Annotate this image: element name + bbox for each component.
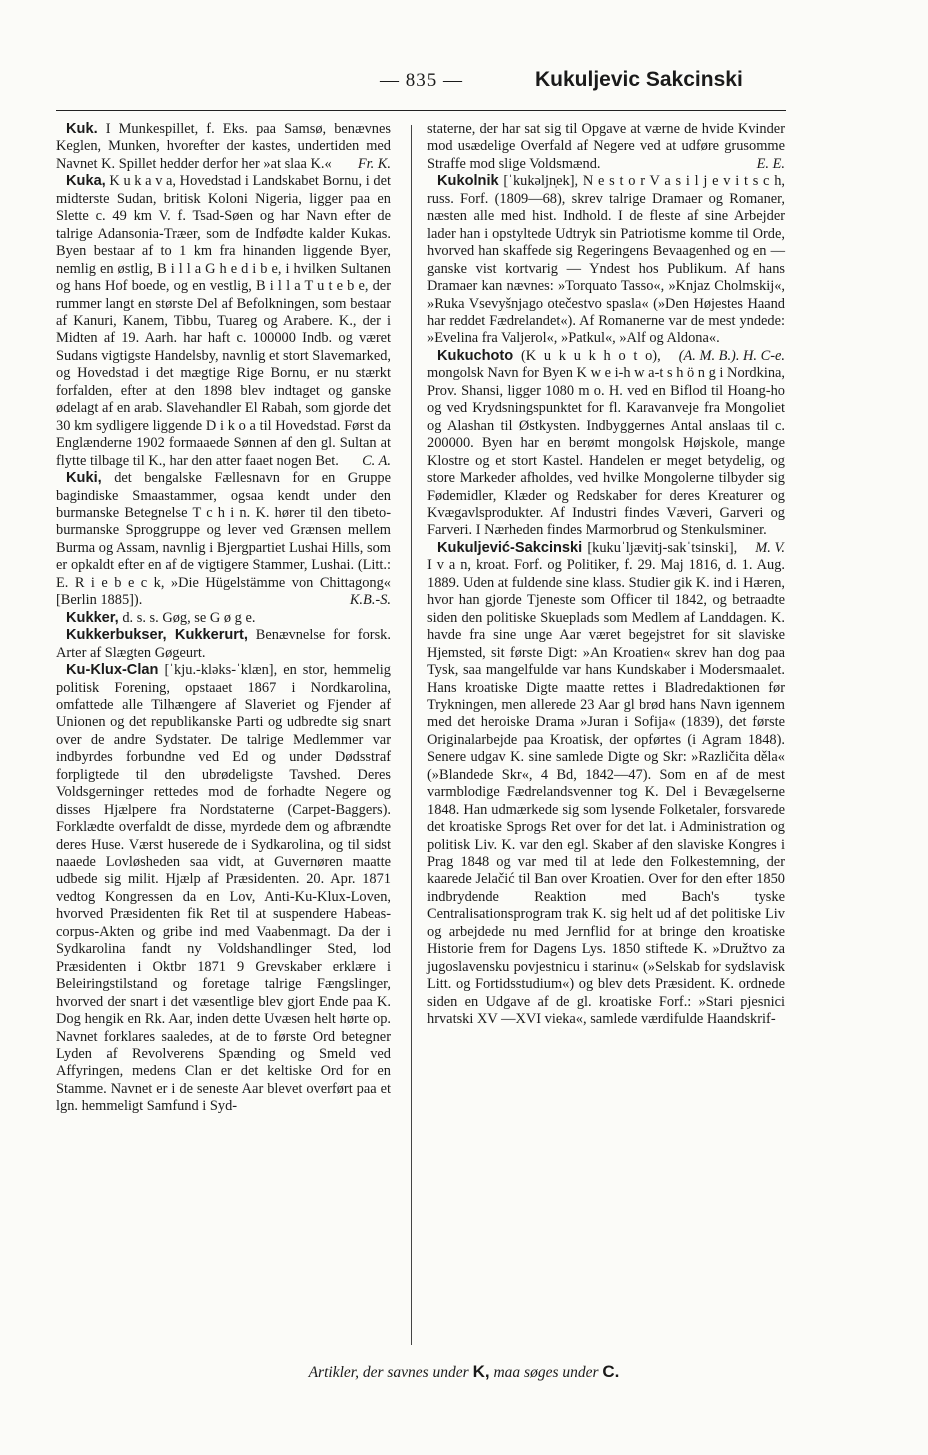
entry-body: det bengalske Fællesnavn for en Gruppe bagindiske Smaastammer, ogsaa kendt under den burmanske Betegnelse T c h i n. K. hører til den tibeto-burmanske Sproggruppe og lever ved Grænsen mellem Burma og Assam, navnlig i Bjergpartiet Lushai Hills, som er opkaldt efter en af de vigtigere Stammer, Lushai. (Litt.: E. R i e b e c k, »Die Hügelstämme von Chittagong« [Berlin 1885]). [56,470,391,609]
entry-headword: Kuka, [66,173,106,190]
entry-headword: Kukker, [66,609,119,626]
dictionary-entry [56,173,391,470]
entry-body: [ˈkukəljn̩ek], N e s t o r V a s i l j e v i t s c h, russ. Forf. (1809—68), skrev talrige Dramaer og Romaner, næsten alle med hist. Indhold. I de fleste af sine Arbejder lader han i opstyltede Udtryk sin Patriotisme komme til Orde, hvorved han skaffede sig Regeringens Bevaagenhed og en — ganske vist kortvarig — Yndest hos Publikum. Af hans Dramaer kan nævnes: »Torquato Tasso«, »Knjaz Cholmskij«, »Ruka Vsevyšnjago otečestvo spasla« (»Den Højestes Haand har reddet Fædrelandet«). Af Romanerne var de mest yndede: »Evelina fra Valjerol«, »Patkul«, »Alf og Aldona«. [427,173,785,347]
right-column [427,121,785,1029]
entry-signature: C. A. [362,452,391,469]
entry-headword: Kukuljević-Sakcinski [437,539,583,556]
dictionary-entry [427,540,785,1029]
entry-body: d. s. s. Gøg, se G ø g e. [122,609,256,626]
entry-body: (K u k u k h o t o), mongolsk Navn for Byen K w e i-h w a-t s h ö n g i Nordkina, Prov. Shansi, ligger 1080 m o. H. ved en Biflod til Hoang-ho og ved Krydsningspunktet for fl. Karavanveje fra Mongoliet og Alashan til Østkysten. Indbyggernes Antal anslaas til c. 200000. Byen har en berømt mongolsk Højskole, mange Klostre og et stort Kastel. Handelen er meget betydelig, og store Markeder afholdes, ved hvilke Mongolerne tilbyder sig Fødemidler, Klæder og Redskaber for deres Kreaturer og Kvægavlsprodukter. Af Industri findes Væveri, Garveri og Farveri. I Nærheden findes Marmorbrud og Stenkulsminer. [427,347,785,539]
dictionary-entry [56,610,391,627]
column-divider [411,125,412,1345]
entry-headword: Kuki, [66,470,102,487]
entry-signature: K.B.-S. [349,592,391,609]
dictionary-entry [56,121,391,173]
running-title: Kukuljevic Sakcinski [535,68,743,91]
entry-body: K u k a v a, Hovedstad i Landskabet Bornu, i det midterste Sudan, britisk Koloni Nigeria, ligger paa en Slette c. 49 km V. f. Tsad-Søen og har Navn efter de talrige Adansonia-Træer, som de Indfødte kalder Kukas. Byen bestaar af to 1 km fra hinanden liggende Byer, nemlig en østlig, B i l l a G h e d i b e, i hvilken Sultanen og hans Hof boede, og en vestlig, B i l l a T u t e b e, der rummer langt en største Del af Befolkningen, som bestaar af Kanuri, Kanem, Tibbu, Tuareg og Arabere. K., der i Midten af 19. Aarh. har haft c. 100000 Indb. og været Sudans vigtigste Handelsby, navnlig et stort Slavemarked, og Hovedstad i det mægtige Rige Bornu, er nu stærkt forfalden, efter at den 1898 blev indtaget og ganske ødelagt af en arab. Slavehandler El Rabah, som gjorde det 30 km sydligere liggende D i k o a til Hovedstad. Først da Englænderne 1902 formaaede Sønnen af den gl. Sultan at flytte tilbage til K., har den atter faaet nogen Bet. [56,173,391,469]
footer-letter-c: C. [602,1362,620,1381]
entry-headword: Kukkerbukser, Kukkerurt, [66,627,248,644]
entry-body: staterne, der har sat sig til Opgave at værne de hvide Kvinder mod usædelige Overfald af Negere ved at udføre grusomme Straffe mod slige Voldsmænd. [427,121,785,172]
dictionary-entry [56,470,391,610]
entry-headword: Ku-Klux-Clan [66,662,159,679]
entry-body: [ˈkju.-kləks-ˈklæn], en stor, hemmelig politisk Forening, opstaaet 1867 i Nordkarolina, omfattede alle Tilhængere af Slaveriet og Fjender af Unionen og det republikanske Parti og udbredte sig snart over de andre Sydstater. De talrige Medlemmer var indbyrdes forbundne ved Ed og under Dødsstraf forpligtede til den ubrødeligste Tavshed. Deres Voldsgerninger rettedes mod de forhadte Negere og disses Hjælpere fra Nordstaterne (Carpet-Baggers). Forklædte overfaldt de disse, myrdede dem og afbrændte deres Huse. Værst huserede de i Sydkarolina, og til sidst naaede Lovløsheden saa vidt, at Guvernøren maatte udbede sig milit. Hjælp af Præsidenten. 20. Apr. 1871 vedtog Kongressen da en Lov, Anti-Ku-Klux-Loven, hvorved Præsidenten fik Ret til at suspendere Habeas-corpus-Akten og gribe ind med Vaabenmagt. Da der i Sydkarolina fandt ny Voldshandlinger Sted, lod Præsidenten i Oktbr 1871 9 Grevskaber erklære i Beleiringstilstand og foretage talrige Fængslinger, hvorved der snart i det væsentlige blev gjort Ende paa K. Dog hengik en Rk. Aar, inden dette Uvæsen helt hørte op. Navnet forklares saaledes, at de to første Ord betegner Lyden af Revolverens Spænding og Smeld ved Affyringen, medens Clan er det keltiske Ord for en Stamme. Navnet er i de seneste Aar blevet overført paa et lgn. hemmeligt Samfund i Syd- [56,662,391,1115]
entry-signature: M. V. [755,539,785,556]
entry-headword: Kuk. [66,121,98,137]
page-header [0,68,928,108]
entry-body: Benævnelse for forsk. Arter af Slægten Gøgeurt. [56,627,391,661]
footer-letter-k: K, [472,1362,490,1381]
footer-text-2: maa søges under [493,1364,599,1381]
page-number: — 835 — [380,70,463,91]
dictionary-entry [56,627,391,662]
dictionary-entry [56,662,391,1116]
entry-signature: (A. M. B.). H. C-e. [678,347,785,364]
entry-signature: Fr. K. [357,155,391,172]
footer-text-1: Artikler, der savnes under [308,1364,469,1381]
entry-headword: Kukuchoto [437,347,514,364]
entry-body: I Munkespillet, f. Eks. paa Samsø, benævnes Keglen, Munken, hvorefter der kastes, undertiden med Navnet K. Spillet hedder derfor her »at slaa K.« [56,121,391,172]
dictionary-entry [427,121,785,173]
entry-signature: E. E. [756,155,785,172]
entry-headword: Kukolnik [437,173,499,190]
header-rule [56,110,786,111]
entry-body: [kukuˈljævitj-sakˈtsinski], I v a n, kroat. Forf. og Politiker, f. 29. Maj 1816, d. 1. Aug. 1889. Uden at fuldende sine klass. Studier gik K. ind i Hæren, hvor han gjorde Tjeneste som Officer til 1842, og betraadte siden den politiske Skueplads som Medlem af Landdagen. K. havde fra sine unge Aar været begejstret for sit slaviske Hjemsted, sit første Digt: »An Kroatien« skrev han dog paa Tysk, saa mangelfulde var hans Kundskaber i Modersmaalet. Hans kroatiske Digte maatte rettes i Bladredaktionen før Trykningen, men allerede 23 Aar gl brød hans Navn igennem med det heroiske Drama »Juran i Sofija« (1839), det første Originalarbejde paa Kroatisk, der opførtes (i Agram 1848). Senere udgav K. sine samlede Digte og Skr: »Različita děla« (»Blandede Skr«, 4 Bd, 1842—47). Som en af de mest varmblodige Fædrelandsvenner tog K. Del i Bevægelserne 1848. Han udmærkede sig som lysende Folketaler, forsvarede det kroatiske Sprogs Ret over for det lat. i Administration og politisk Liv. K. var den egl. Skaber af den slaviske Kongres i Prag 1848 og var med til at lede den Folkestemning, der kaarede Jelačić til Ban over Kroatien. Over for den efter 1850 indbrydende Reaktion med Bach's tyske Centralisationsprogram trak K. sig helt ud af det politiske Liv og arbejdede nu med Jernflid for at bringe den kroatiske Historie frem for Dagens Lys. 1850 stiftede K. »Družtvo za jugoslavensku povjestnicu i starinu« (»Selskab for sydslavisk Litt. og Fortidsstudium«) og blev dets Præsident. K. ordnede siden en Udgave af de gl. kroatiske Forf.: »Stari pjesnici hrvatski XV —XVI vieka«, samlede værdifulde Haandskrif- [427,539,785,1028]
left-column [56,121,391,1116]
page-footer [0,1362,928,1382]
